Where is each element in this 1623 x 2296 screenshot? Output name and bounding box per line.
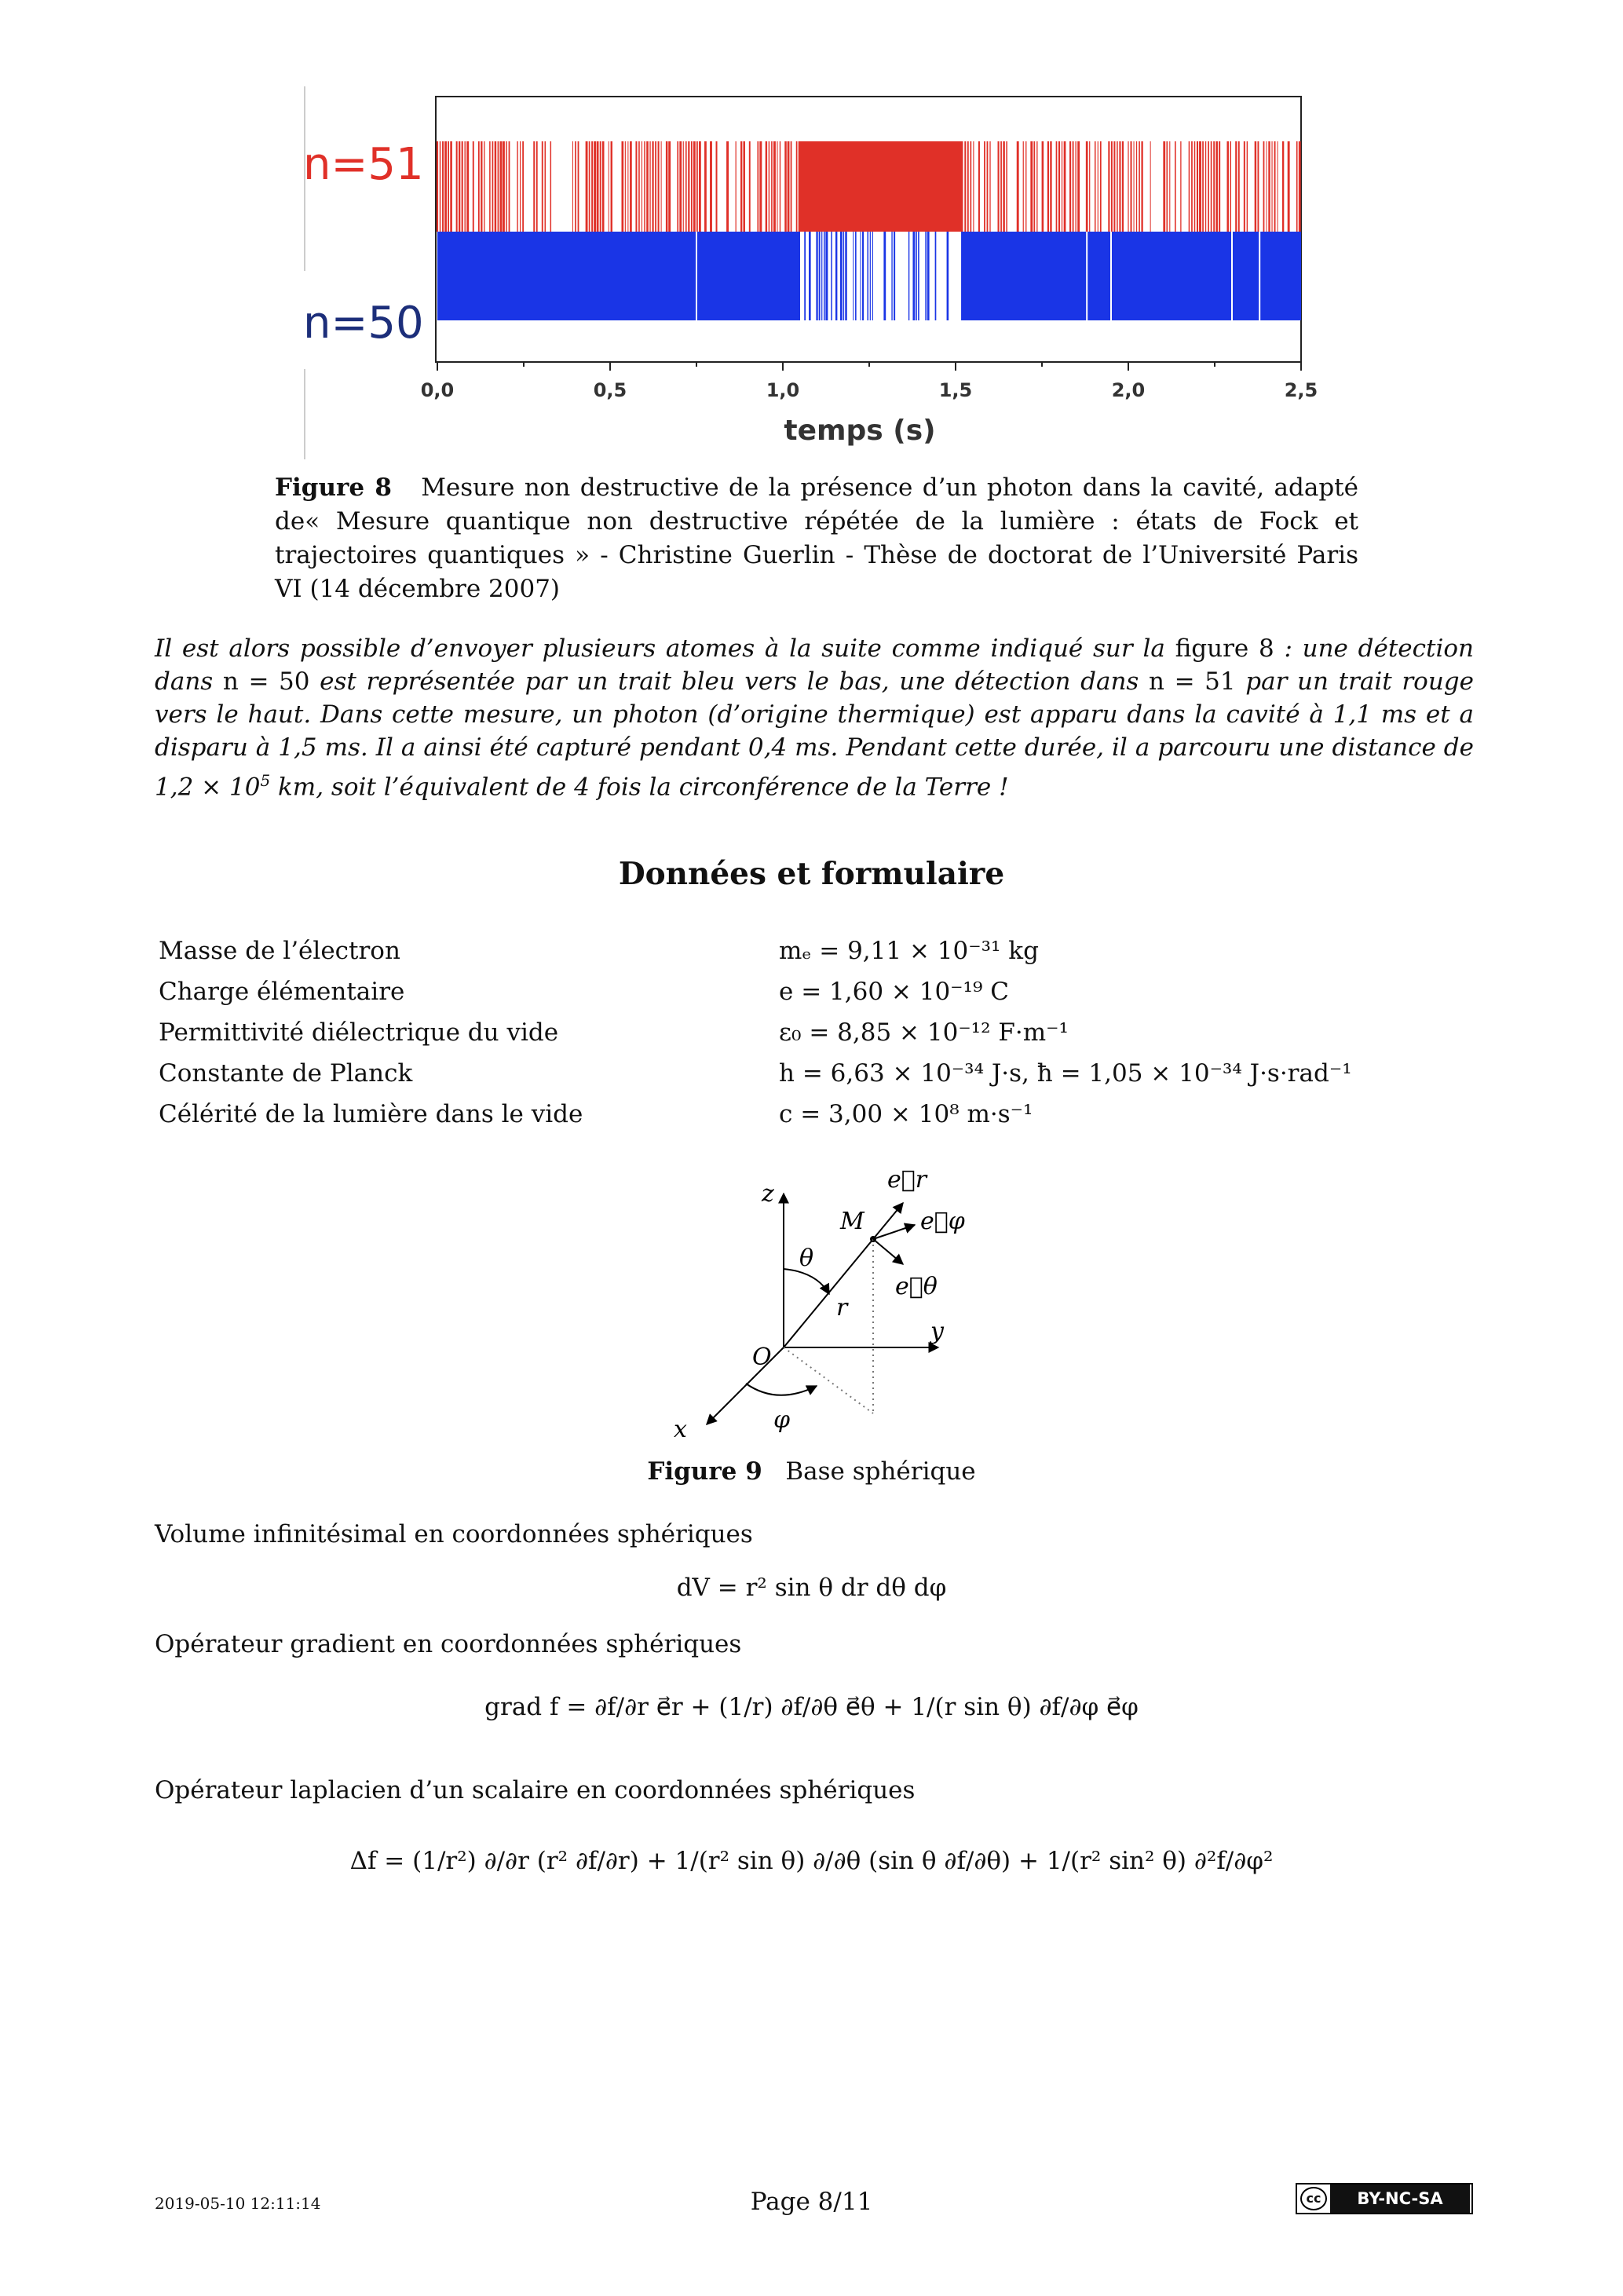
label-phi: φ [773,1406,791,1434]
x-tick-label: 2,0 [1111,379,1146,401]
page-number: Page 8/11 [750,2188,873,2216]
figure-9-label: Figure 9 [647,1457,762,1486]
cc-icon: cc [1300,2187,1327,2210]
gradient-equation: grad f = ∂f/∂r e⃗r + (1/r) ∂f/∂θ e⃗θ + 1/(r sin θ) ∂f/∂φ e⃗φ [484,1693,1139,1721]
license-text: BY-NC-SA [1330,2184,1470,2213]
section-title: Données et formulaire [618,856,1005,892]
label-ephi: e⃗φ [920,1208,965,1235]
label-x: x [674,1416,687,1443]
n51-solid-band [800,141,963,232]
body-paragraph [155,632,1474,803]
figure-8-caption [275,471,1358,606]
label-theta: θ [799,1245,814,1272]
label-y: y [930,1318,944,1345]
etheta-vector-icon [873,1239,903,1264]
constant-label: Constante de Planck [159,1059,413,1088]
label-m: M [840,1208,865,1235]
label-etheta: e⃗θ [895,1273,938,1300]
x-tick-label: 2,5 [1284,379,1318,401]
figure-8-chart [298,75,1335,467]
footer-date: 2019-05-10 12:11:14 [155,2194,321,2213]
label-z: z [762,1180,774,1208]
figure-reference: figure 8 [1175,634,1274,663]
paragraph-text: par un trait rouge vers le haut. Dans cette mesure, un photon (d’origine thermique) est apparu dans la cavité à 1,1 ms et a disparu à 1,5 ms. Il a ainsi été capturé pendant 0,4 ms. Pendant cette durée, il a parcouru une distance de 1,2 × 10 [155,667,1474,802]
constant-value: h = 6,63 × 10⁻³⁴ J·s, ħ = 1,05 × 10⁻³⁴ J·s·rad⁻¹ [779,1059,1352,1088]
paragraph-text: est représentée par un trait bleu vers le bas, une détection dans [309,667,1149,696]
figure-9-caption-text: Base sphérique [785,1457,976,1486]
projection-line [784,1347,873,1413]
exponent: 5 [260,771,271,790]
n50-solid-band [437,232,800,320]
x-tick-label: 0,0 [420,379,455,401]
constant-label: Célérité de la lumière dans le vide [159,1100,583,1128]
constant-value: ε₀ = 8,85 × 10⁻¹² F·m⁻¹ [779,1018,1069,1047]
n50-solid-band [963,232,1301,320]
constant-value: e = 1,60 × 10⁻¹⁹ C [779,978,1009,1006]
paragraph-text: Il est alors possible d’envoyer plusieurs atomes à la suite comme indiqué sur la [155,634,1175,663]
volume-label: Volume infinitésimal en coordonnées sphériques [155,1520,753,1548]
x-tick-label: 0,5 [593,379,627,401]
state-n50: n = 50 [222,667,310,696]
constant-value: mₑ = 9,11 × 10⁻³¹ kg [779,937,1039,965]
license-badge[interactable] [1296,2183,1473,2214]
label-er: e⃗r [887,1166,927,1194]
laplacian-label: Opérateur laplacien d’un scalaire en coordonnées sphériques [155,1776,916,1804]
label-r: r [836,1294,848,1322]
constant-label: Charge élémentaire [159,978,405,1006]
x-tick-label: 1,0 [766,379,800,401]
phi-arc [746,1384,817,1395]
x-axis [707,1347,784,1424]
paragraph-text: km, soit l’équivalent de 4 fois la circonférence de la Terre ! [270,773,1009,802]
laplacian-equation: Δf = (1/r²) ∂/∂r (r² ∂f/∂r) + 1/(r² sin θ) ∂/∂θ (sin θ ∂f/∂θ) + 1/(r² sin² θ) ∂²f/∂φ² [349,1847,1274,1875]
figure-9-diagram [644,1154,974,1453]
label-o: O [752,1344,772,1371]
constant-label: Permittivité diélectrique du vide [159,1018,559,1047]
x-tick-label: 1,5 [938,379,973,401]
constant-value: c = 3,00 × 10⁸ m·s⁻¹ [779,1100,1033,1128]
volume-equation: dV = r² sin θ dr dθ dφ [676,1574,947,1602]
x-axis-ticks [421,362,1318,401]
x-axis-label: temps (s) [784,415,936,447]
figure-9-caption [0,1457,1623,1486]
state-n51: n = 51 [1148,667,1236,696]
theta-arc [784,1269,829,1294]
legend-n50: n=50 [303,298,424,349]
legend-n51: n=51 [303,139,424,190]
figure-8-label: Figure 8 [275,473,392,502]
paragraph-text: : une détection dans [155,634,1474,696]
figure-8-caption-text: Mesure non destructive de la présence d’un photon dans la cavité, adapté de« Mesure quantique non destructive répétée de la lumière : états de Fock et trajectoires quantiques » - Christine Guerlin - Thèse de doctorat de l’Université Paris VI (14 décembre 2007) [275,473,1358,603]
constant-label: Masse de l’électron [159,937,400,965]
gradient-label: Opérateur gradient en coordonnées sphériques [155,1630,742,1658]
